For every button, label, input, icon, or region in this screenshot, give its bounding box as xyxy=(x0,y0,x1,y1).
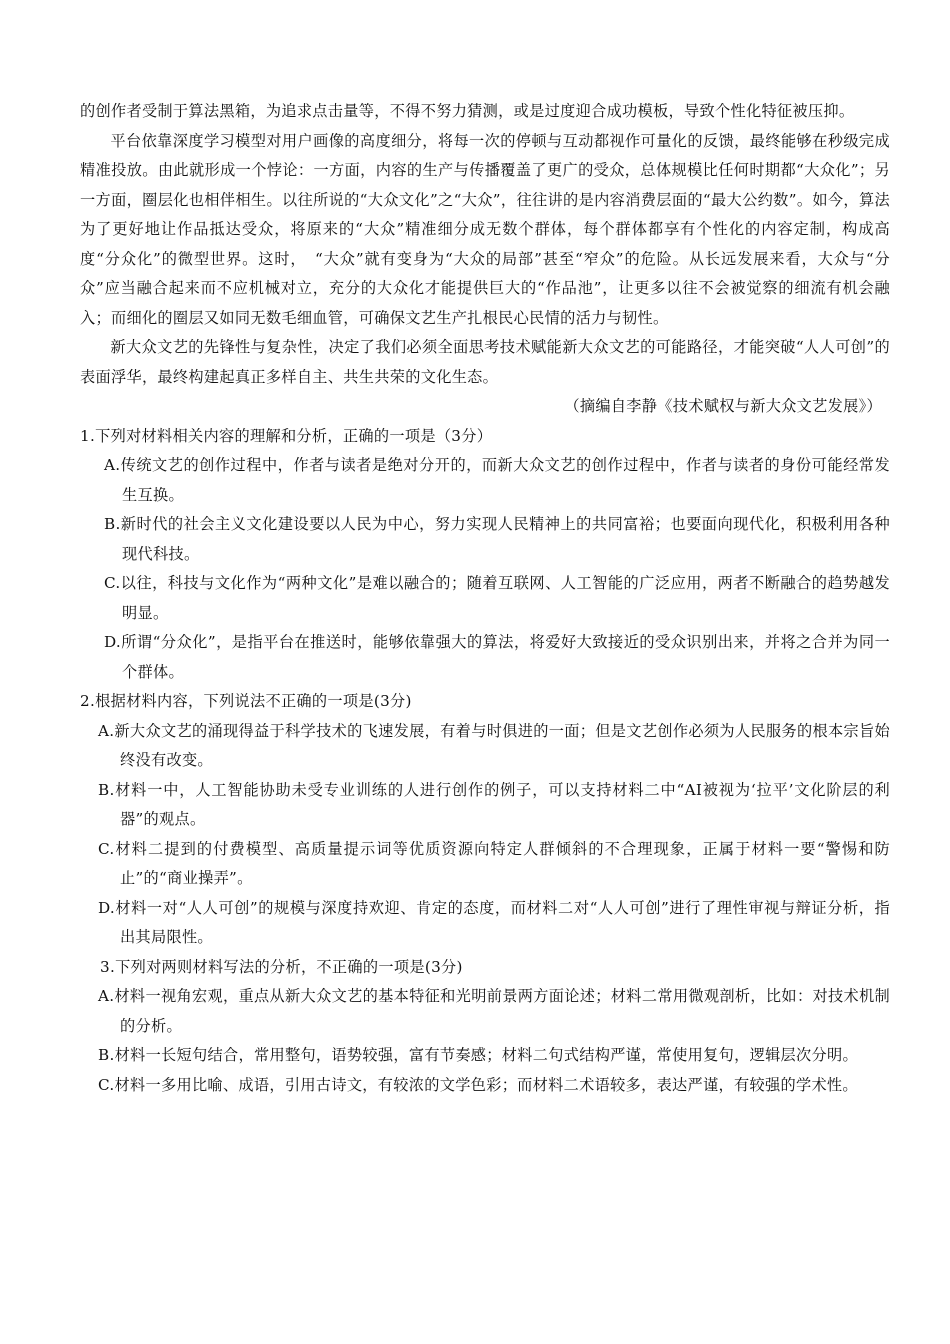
option-d: D.材料一对“人人可创”的规模与深度持欢迎、肯定的态度，而材料二对“人人可创”进行了理性审视与辩证分析，指出其局限性。 xyxy=(98,898,890,946)
option-d: D.所谓“分众化”，是指平台在推送时，能够依靠强大的算法，将爱好大致接近的受众识别出来，并将之合并为同一个群体。 xyxy=(104,633,890,681)
question-title: 3.下列对两则材料写法的分析，不正确的一项是(3分) xyxy=(100,957,463,976)
option-a: A.新大众文艺的涌现得益于科学技术的飞速发展，有着与时俱进的一面；但是文艺创作必须为人民服务的根本宗旨始终没有改变。 xyxy=(98,721,890,769)
exam-page xyxy=(80,97,890,1100)
question-title: 1.下列对材料相关内容的理解和分析，正确的一项是（3分） xyxy=(80,426,493,445)
option-b: B.材料一中，人工智能协助未受专业训练的人进行创作的例子，可以支持材料二中“AI被视为‘拉平’文化阶层的利器”的观点。 xyxy=(98,780,890,828)
article-paragraph-continuation: 的创作者受制于算法黑箱，为追求点击量等，不得不努力猜测，或是过度迎合成功模板，导致个性化特征被压抑。 xyxy=(80,102,855,120)
question-title: 2.根据材料内容，下列说法不正确的一项是(3分) xyxy=(80,692,412,710)
option-b: B.新时代的社会主义文化建设要以人民为中心，努力实现人民精神上的共同富裕；也要面向现代化，积极利用各种现代科技。 xyxy=(104,515,890,563)
option-a: A.传统文艺的创作过程中，作者与读者是绝对分开的，而新大众文艺的创作过程中，作者与读者的身份可能经常发生互换。 xyxy=(104,456,890,504)
question-3 xyxy=(80,953,890,1101)
article-paragraph-3: 新大众文艺的先锋性与复杂性，决定了我们必须全面思考技术赋能新大众文艺的可能路径，才能突破“人人可创”的表面浮华，最终构建起真正多样自主、共生共荣的文化生态。 xyxy=(80,338,890,386)
option-c: C.材料一多用比喻、成语，引用古诗文，有较浓的文学色彩；而材料二术语较多，表达严谨，有较强的学术性。 xyxy=(98,1075,858,1094)
question-2 xyxy=(80,687,890,953)
question-1 xyxy=(80,422,890,688)
option-b: B.材料一长短句结合，常用整句，语势较强，富有节奏感；材料二句式结构严谨，常使用复句，逻辑层次分明。 xyxy=(98,1046,858,1064)
option-c: C.以往，科技与文化作为“两种文化”是难以融合的；随着互联网、人工智能的广泛应用，两者不断融合的趋势越发明显。 xyxy=(104,574,890,622)
option-a: A.材料一视角宏观，重点从新大众文艺的基本特征和光明前景两方面论述；材料二常用微观剖析，比如：对技术机制的分析。 xyxy=(98,987,890,1035)
article-source: （摘编自李静《技术赋权与新大众文艺发展》） xyxy=(564,397,882,415)
option-c: C.材料二提到的付费模型、高质量提示词等优质资源向特定人群倾斜的不合理现象，正属于材料一要“警惕和防止”的“商业操弄”。 xyxy=(98,839,890,887)
article-paragraph-2: 平台依靠深度学习模型对用户画像的高度细分，将每一次的停顿与互动都视作可量化的反馈，最终能够在秒级完成精准投放。由此就形成一个悖论：一方面，内容的生产与传播覆盖了更广的受众，总体规模比任何时期都“大众化”；另一方面，圈层化也相伴相生。以往所说的“大众文化”之“大众”，往往讲的是内容消费层面的“最大公约数”。如今，算法为了更好地让作品抵达受众，将原来的“大众”精准细分成无数个群体，每个群体都享有个性化的内容定制，构成高度“分众化”的微型世界。这时， “大众”就有变身为“大众的局部”甚至“窄众”的危险。从长远发展来看，大众与“分众”应当融合起来而不应机械对立，充分的大众化才能提供巨大的“作品池”，让更多以往不会被觉察的细流有机会融入；而细化的圈层又如同无数毛细血管，可确保文艺生产扎根民心民情的活力与韧性。 xyxy=(80,131,890,327)
